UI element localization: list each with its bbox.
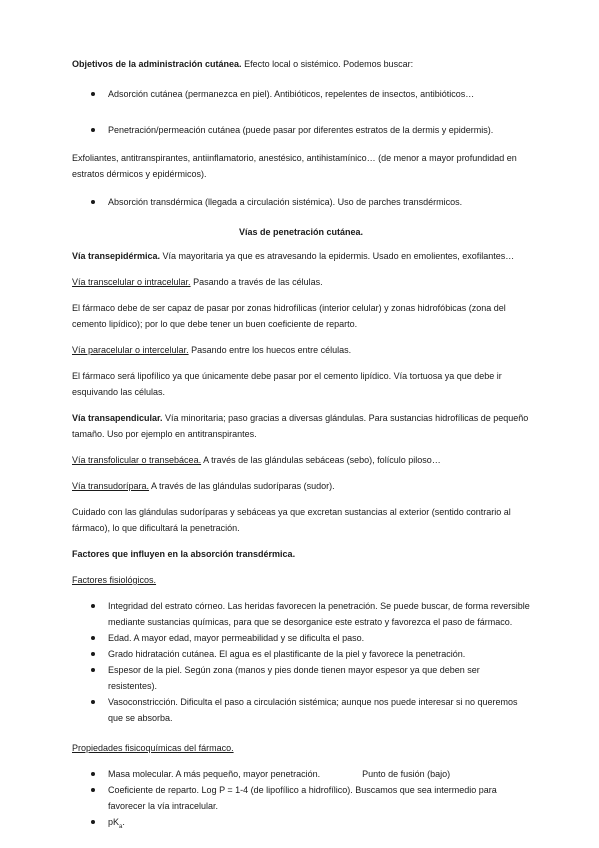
exfoliants-paragraph: Exfoliantes, antitranspirantes, antiinflamatorio, anestésico, antihistamínico… (de menor a mayor profundidad en estratos dérmicos y epidérmicos).	[72, 153, 517, 179]
transepidermal-text: Vía mayoritaria ya que es atravesando la epidermis. Usado en emolientes, exofilantes…	[160, 251, 515, 261]
transepidermal-heading: Vía transepidérmica.	[72, 251, 161, 261]
caution-paragraph: Cuidado con las glándulas sudoríparas y sebáceas ya que excretan sustancias al exterior (sentido contrario al fármaco), lo que dificultará la penetración.	[72, 507, 511, 533]
list-item-text: pK	[108, 817, 120, 827]
list-item-text-end: .	[122, 817, 125, 827]
transepidermal-paragraph	[72, 248, 530, 264]
objectives-paragraph	[72, 56, 530, 72]
bullet-icon	[91, 652, 95, 656]
transsudoriparous-paragraph	[72, 478, 530, 494]
list-item-text: Vasoconstricción. Dificulta el paso a circulación sistémica; aunque nos puede interesar si no queremos que se absorba.	[108, 697, 518, 723]
list-item-text: Masa molecular. A más pequeño, mayor penetración.	[108, 769, 321, 779]
objectives-heading: Objetivos de la administración cutánea.	[72, 59, 242, 69]
bullet-icon	[91, 92, 95, 96]
transappendageal-heading: Vía transapendicular.	[72, 413, 163, 423]
bullet-icon	[91, 820, 95, 824]
physiological-factors-heading: Factores fisiológicos.	[72, 575, 157, 585]
bullet-icon	[91, 668, 95, 672]
bullet-icon	[91, 636, 95, 640]
objectives-text: Efecto local o sistémico. Podemos buscar:	[241, 59, 414, 69]
paracellular-detail: El fármaco será lipofílico ya que únicamente debe pasar por el cemento lipídico. Vía tortuosa ya que debe ir esquivando las células.	[72, 371, 502, 397]
paracellular-heading: Vía paracelular o intercelular.	[72, 345, 189, 355]
transcellular-detail: El fármaco debe de ser capaz de pasar por zonas hidrofílicas (interior celular) y zonas hidrofóbicas (zona del cemento lipídico); por lo que debe tener un buen coeficiente de reparto.	[72, 303, 506, 329]
transcellular-heading: Vía transcelular o intracelular.	[72, 277, 191, 287]
physicochemical-heading: Propiedades fisicoquímicas del fármaco.	[72, 743, 234, 753]
paracellular-text: Pasando entre los huecos entre células.	[188, 345, 352, 355]
list-item-text: Edad. A mayor edad, mayor permeabilidad y se dificulta el paso.	[108, 633, 365, 643]
paracellular-paragraph	[72, 342, 530, 358]
list-item	[72, 766, 530, 782]
physiological-factors-list	[72, 598, 530, 726]
bullet-icon	[91, 128, 95, 132]
list-item	[72, 86, 530, 102]
transcellular-paragraph	[72, 274, 530, 290]
physicochemical-list	[72, 766, 530, 835]
list-item	[72, 122, 530, 138]
list-item-text: Integridad del estrato córneo. Las heridas favorecen la penetración. Se puede buscar, de forma reversible mediante sustancias químicas, para que se desorganice este estrato y favorezca el paso de fármaco.	[108, 601, 530, 627]
bullet-icon	[91, 772, 95, 776]
bullet-icon	[91, 604, 95, 608]
transsudoriparous-heading: Vía transudorípara.	[72, 481, 150, 491]
list-item	[72, 694, 530, 726]
section-heading-factors: Factores que influyen en la absorción transdérmica.	[72, 549, 296, 559]
transfollicular-heading: Vía transfolicular o transebácea.	[72, 455, 202, 465]
objectives-list	[72, 86, 530, 138]
list-item	[72, 630, 530, 646]
bullet-icon	[91, 700, 95, 704]
document-page	[72, 56, 530, 835]
subscript-a: a	[119, 823, 123, 830]
list-item-text: Coeficiente de reparto. Log P = 1-4 (de lipofílico a hidrofílico). Buscamos que sea intermedio para favorecer la vía intracelular.	[108, 785, 497, 811]
list-item-text: Grado hidratación cutánea. El agua es el plastificante de la piel y favorece la penetración.	[108, 649, 466, 659]
section-heading-vias: Vías de penetración cutánea.	[238, 227, 364, 237]
list-item-text: Adsorción cutánea (permanezca en piel). Antibióticos, repelentes de insectos, antibióticos…	[108, 89, 475, 99]
list-item-text: Espesor de la piel. Según zona (manos y pies donde tienen mayor espesor ya que deben ser resistentes).	[108, 665, 480, 691]
bullet-icon	[91, 200, 95, 204]
list-item	[72, 646, 530, 662]
transsudoriparous-text: A través de las glándulas sudoríparas (sudor).	[149, 481, 335, 491]
transappendageal-paragraph	[72, 410, 530, 442]
transfollicular-paragraph	[72, 452, 530, 468]
list-item	[72, 194, 530, 210]
list-item-text: Absorción transdérmica (llegada a circulación sistémica). Uso de parches transdérmicos.	[108, 197, 463, 207]
transfollicular-text: A través de las glándulas sebáceas (sebo), folículo piloso…	[201, 455, 441, 465]
absorption-list	[72, 194, 530, 210]
list-item	[72, 662, 530, 694]
list-item-text: Penetración/permeación cutánea (puede pasar por diferentes estratos de la dermis y epidermis).	[108, 125, 494, 135]
bullet-icon	[91, 788, 95, 792]
transappendageal-text: Vía minoritaria; paso gracias a diversas glándulas. Para sustancias hidrofílicas de pequeño tamaño. Uso por ejemplo en antitranspirantes.	[72, 413, 529, 439]
list-item-text-secondary: Punto de fusión (bajo)	[362, 769, 451, 779]
list-item	[72, 814, 530, 835]
list-item	[72, 782, 530, 814]
transcellular-text: Pasando a través de las células.	[190, 277, 323, 287]
list-item	[72, 598, 530, 630]
